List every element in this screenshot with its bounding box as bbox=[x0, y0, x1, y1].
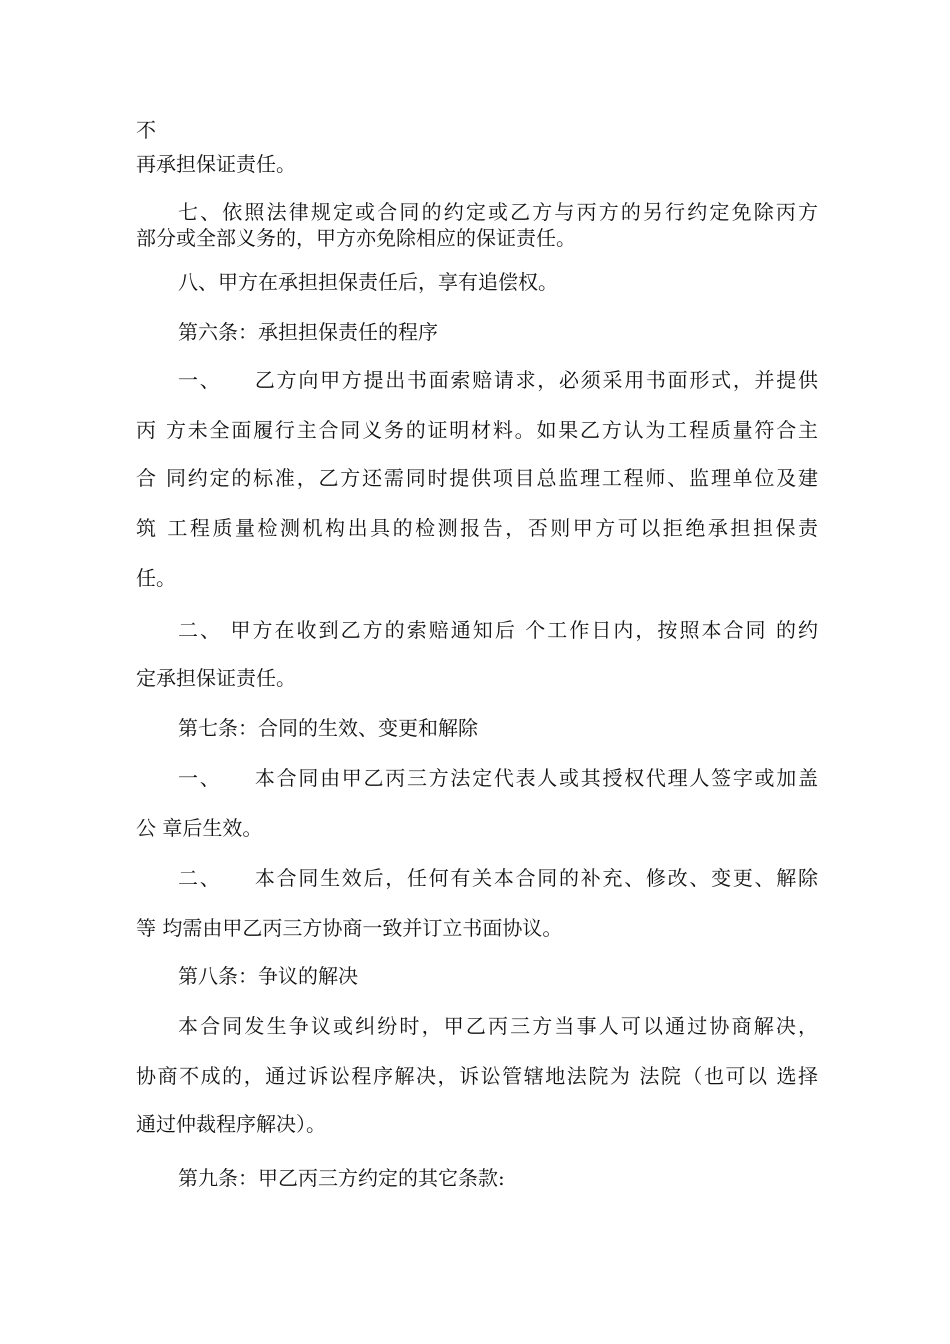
text-line: 定承担保证责任。 bbox=[136, 666, 296, 690]
text-line: 合 同约定的标准，乙方还需同时提供项目总监理工程师、监理单位及建 bbox=[136, 466, 818, 490]
text-line: 部分或全部义务的，甲方亦免除相应的保证责任。 bbox=[136, 226, 576, 250]
text-line: 公 章后生效。 bbox=[136, 816, 263, 840]
text-line: 二、 甲方在收到乙方的索赔通知后 个工作日内，按照本合同 的约 bbox=[178, 618, 818, 642]
section-heading: 第八条：争议的解决 bbox=[178, 964, 358, 988]
text-line: 二、 本合同生效后，任何有关本合同的补充、修改、变更、解除 bbox=[178, 866, 818, 890]
text-line: 丙 方未全面履行主合同义务的证明材料。如果乙方认为工程质量符合主 bbox=[136, 418, 818, 442]
text-line: 等 均需由甲乙丙三方协商一致并订立书面协议。 bbox=[136, 916, 563, 940]
text-line: 本合同发生争议或纠纷时，甲乙丙三方当事人可以通过协商解决， bbox=[178, 1014, 818, 1038]
text-line: 任。 bbox=[136, 566, 176, 590]
text-line: 通过仲裁程序解决）。 bbox=[136, 1112, 326, 1136]
text-line: 筑 工程质量检测机构出具的检测报告，否则甲方可以拒绝承担担保责 bbox=[136, 516, 818, 540]
section-heading: 第九条：甲乙丙三方约定的其它条款: bbox=[178, 1166, 505, 1190]
section-heading: 第六条：承担担保责任的程序 bbox=[178, 320, 438, 344]
text-line: 协商不成的，通过诉讼程序解决，诉讼管辖地法院为 法院（也可以 选择 bbox=[136, 1064, 818, 1088]
text-line: 一、 本合同由甲乙丙三方法定代表人或其授权代理人签字或加盖 bbox=[178, 766, 818, 790]
text-line: 再承担保证责任。 bbox=[136, 152, 296, 176]
section-heading: 第七条：合同的生效、变更和解除 bbox=[178, 716, 478, 740]
text-line: 不 bbox=[136, 118, 156, 142]
text-line: 八、甲方在承担担保责任后，享有追偿权。 bbox=[178, 270, 558, 294]
text-line: 七、依照法律规定或合同的约定或乙方与丙方的另行约定免除丙方 bbox=[178, 200, 818, 224]
text-line: 一、 乙方向甲方提出书面索赔请求，必须采用书面形式，并提供 bbox=[178, 368, 818, 392]
